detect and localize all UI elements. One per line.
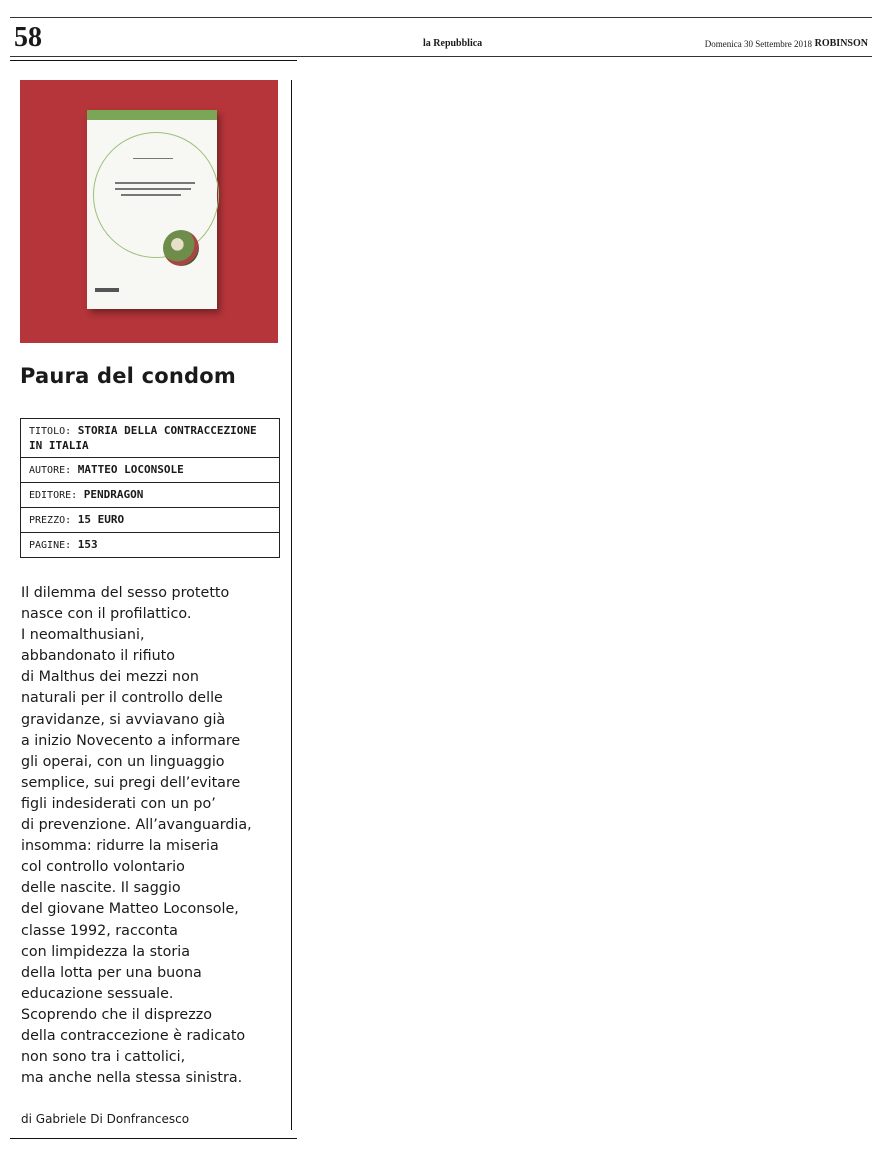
body-line: gli operai, con un linguaggio xyxy=(21,753,225,770)
info-value: MATTEO LOCONSOLE xyxy=(77,463,184,476)
body-line: non sono tra i cattolici, xyxy=(21,1049,186,1066)
info-row-publisher xyxy=(21,483,279,508)
byline: di Gabriele Di Donfrancesco xyxy=(21,1112,190,1126)
body-line: delle nascite. Il saggio xyxy=(21,880,181,897)
book-info-box xyxy=(20,418,280,558)
body-line: educazione sessuale. xyxy=(21,985,174,1002)
page-header xyxy=(10,17,872,57)
info-value: PENDRAGON xyxy=(83,488,144,501)
body-line: ma anche nella stessa sinistra. xyxy=(21,1070,243,1087)
body-line: insomma: ridurre la miseria xyxy=(21,838,219,855)
publisher-logo-mark xyxy=(95,288,119,292)
body-line: Scoprendo che il disprezzo xyxy=(21,1006,212,1023)
book-cover xyxy=(87,110,217,309)
info-row-author xyxy=(21,458,279,483)
info-value: STORIA DELLA CONTRACCEZIONE IN ITALIA xyxy=(29,424,257,452)
info-row-price xyxy=(21,508,279,533)
column-top-rule xyxy=(10,60,297,61)
body-line: di prevenzione. All’avanguardia, xyxy=(21,817,252,834)
page-number: 58 xyxy=(14,22,42,53)
body-line: della contraccezione è radicato xyxy=(21,1027,246,1044)
body-line: del giovane Matteo Loconsole, xyxy=(21,901,239,918)
book-cover-photo xyxy=(20,80,278,343)
body-line: di Malthus dei mezzi non xyxy=(21,669,199,686)
section-label: ROBINSON xyxy=(814,38,868,49)
book-cover-photo-circle xyxy=(163,230,199,266)
body-line: abbandonato il rifiuto xyxy=(21,648,176,665)
info-label: TITOLO: xyxy=(29,426,72,437)
body-line: a inizio Novecento a informare xyxy=(21,732,241,749)
body-line: col controllo volontario xyxy=(21,859,185,876)
info-label: PAGINE: xyxy=(29,540,72,551)
book-cover-title-mark xyxy=(115,182,195,184)
article-body xyxy=(21,583,289,1089)
info-label: PREZZO: xyxy=(29,515,72,526)
masthead: la Repubblica xyxy=(423,38,483,49)
body-line: Il dilemma del sesso protetto xyxy=(21,585,230,601)
dateline: Domenica 30 Settembre 2018 xyxy=(704,39,812,49)
body-line: nasce con il profilattico. xyxy=(21,606,192,623)
body-line: semplice, sui pregi dell’evitare xyxy=(21,774,241,791)
body-line: della lotta per una buona xyxy=(21,964,202,981)
body-line: naturali per il controllo delle xyxy=(21,690,223,707)
info-row-pages xyxy=(21,533,279,557)
book-cover-band xyxy=(87,110,217,120)
info-value: 15 EURO xyxy=(77,513,125,526)
book-cover-title-mark xyxy=(115,188,191,190)
column-right-rule xyxy=(291,80,292,1130)
body-line: gravidanze, si avviavano già xyxy=(21,711,226,728)
info-value: 153 xyxy=(77,538,98,551)
info-label: AUTORE: xyxy=(29,465,72,476)
body-line: classe 1992, racconta xyxy=(21,922,178,939)
body-line: con limpidezza la storia xyxy=(21,943,191,960)
info-label: EDITORE: xyxy=(29,490,78,501)
info-row-title xyxy=(21,419,279,458)
body-line: figli indesiderati con un po’ xyxy=(21,795,216,812)
body-line: I neomalthusiani, xyxy=(21,627,145,644)
book-cover-title-mark xyxy=(121,194,181,196)
article-headline: Paura del condom xyxy=(20,364,236,388)
book-cover-title-mark xyxy=(133,158,173,159)
column-bottom-rule xyxy=(10,1138,297,1139)
